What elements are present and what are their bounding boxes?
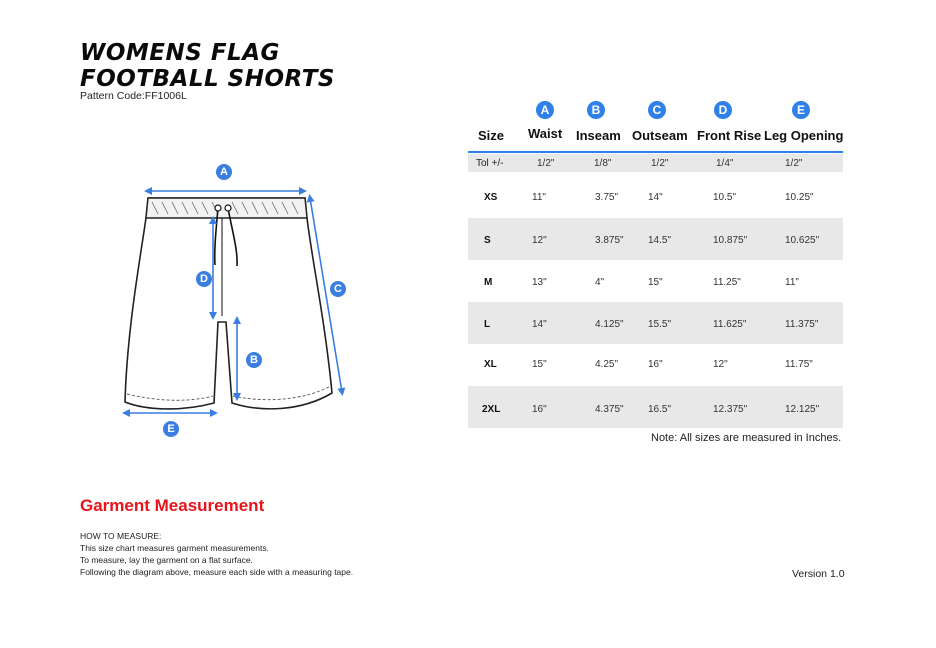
- outseam-value: 16": [648, 359, 663, 370]
- waist-value: 15": [532, 359, 547, 370]
- page-title: [80, 40, 335, 92]
- diagram-label-b: B: [246, 352, 262, 368]
- table-row: [468, 386, 843, 428]
- tolerance-label: Tol +/-: [476, 158, 504, 169]
- inseam-value: 4": [595, 277, 605, 288]
- outseam-value: 15": [648, 277, 663, 288]
- inseam-value: 4.375": [595, 404, 624, 415]
- size-label: 2XL: [482, 404, 501, 415]
- leg-opening-value: 10.625": [785, 235, 820, 246]
- instruction-line: Following the diagram above, measure each side with a measuring tape.: [80, 567, 354, 577]
- leg-opening-value: 11": [785, 277, 799, 288]
- size-label: M: [484, 277, 493, 288]
- garment-measurement-title: Garment Measurement: [80, 496, 265, 515]
- leg-opening-value: 10.25": [785, 192, 814, 203]
- size-label: L: [484, 319, 491, 330]
- table-row: [468, 218, 843, 260]
- inseam-value: 4.25": [595, 359, 619, 370]
- tolerance-row: [468, 154, 843, 172]
- shorts-diagram: [100, 150, 370, 450]
- table-row: [468, 260, 843, 302]
- pattern-code: Pattern Code:FF1006L: [80, 90, 187, 102]
- tolerance-waist: 1/2": [537, 158, 555, 169]
- leg-opening-value: 12.125": [785, 404, 820, 415]
- size-label: XL: [484, 359, 497, 370]
- tolerance-inseam: 1/8": [594, 158, 612, 169]
- column-header-size: Size: [478, 128, 505, 143]
- table-row: [468, 344, 843, 386]
- waist-value: 13": [532, 277, 547, 288]
- diagram-label-a: A: [216, 164, 232, 180]
- leg-opening-value: 11.75": [785, 359, 813, 370]
- tolerance-leg-opening: 1/2": [785, 158, 803, 169]
- title-line-1: WOMENS FLAG: [80, 40, 280, 66]
- front-rise-value: 11.25": [713, 277, 741, 288]
- diagram-label-c: C: [330, 281, 346, 297]
- column-header-waist: Waist: [528, 126, 563, 141]
- column-header-front-rise: Front Rise: [697, 128, 762, 143]
- front-rise-value: 10.5": [713, 192, 737, 203]
- table-row: [468, 302, 843, 344]
- column-badge-c: C: [648, 101, 666, 119]
- size-label: XS: [484, 192, 498, 203]
- column-badge-d: D: [714, 101, 732, 119]
- waist-value: 12": [532, 235, 547, 246]
- column-badge-a: A: [536, 101, 554, 119]
- inseam-value: 3.875": [595, 235, 624, 246]
- inseam-value: 4.125": [595, 319, 624, 330]
- front-rise-value: 10.875": [713, 235, 748, 246]
- title-line-2: FOOTBALL SHORTS: [80, 66, 335, 92]
- tolerance-front-rise: 1/4": [716, 158, 734, 169]
- version-label: Version 1.0: [792, 568, 845, 580]
- leg-opening-value: 11.375": [785, 319, 819, 330]
- instruction-line: To measure, lay the garment on a flat surface.: [80, 555, 253, 565]
- outseam-value: 15.5": [648, 319, 672, 330]
- column-header-leg-opening: Leg Opening: [764, 128, 844, 143]
- outseam-value: 14.5": [648, 235, 672, 246]
- measurement-note: Note: All sizes are measured in Inches.: [651, 432, 842, 444]
- column-badge-e: E: [792, 101, 810, 119]
- column-header-inseam: Inseam: [576, 128, 621, 143]
- column-badge-b: B: [587, 101, 605, 119]
- column-header-outseam: Outseam: [632, 128, 688, 143]
- header-rule: [468, 151, 843, 153]
- diagram-label-d: D: [196, 271, 212, 287]
- front-rise-value: 12": [713, 359, 728, 370]
- waist-value: 16": [532, 404, 547, 415]
- instruction-line: HOW TO MEASURE:: [80, 531, 162, 541]
- outseam-value: 16.5": [648, 404, 672, 415]
- waist-value: 11": [532, 192, 546, 203]
- tolerance-outseam: 1/2": [651, 158, 669, 169]
- size-label: S: [484, 235, 491, 246]
- inseam-value: 3.75": [595, 192, 619, 203]
- instruction-line: This size chart measures garment measurements.: [80, 543, 269, 553]
- front-rise-value: 11.625": [713, 319, 747, 330]
- front-rise-value: 12.375": [713, 404, 748, 415]
- table-row: [468, 174, 843, 218]
- outseam-value: 14": [648, 192, 663, 203]
- waist-value: 14": [532, 319, 547, 330]
- diagram-label-e: E: [163, 421, 179, 437]
- shorts-illustration-icon: [125, 198, 332, 409]
- how-to-measure-instructions: [80, 530, 353, 578]
